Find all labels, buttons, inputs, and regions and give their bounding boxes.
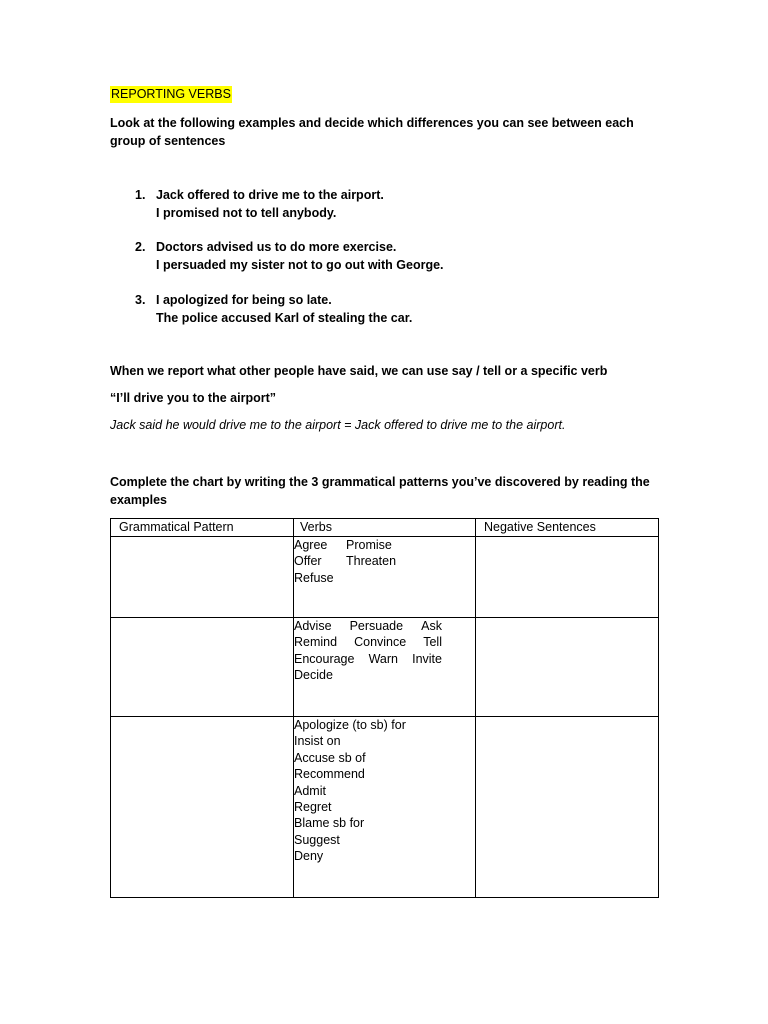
verb: Regret xyxy=(294,799,332,814)
example-sentence: Jack offered to drive me to the airport. xyxy=(156,188,384,202)
pattern-cell[interactable] xyxy=(111,717,294,898)
verb: Encourage xyxy=(294,651,355,666)
verb: Tell xyxy=(423,635,442,650)
verb: Warn xyxy=(368,651,398,666)
verb: Decide xyxy=(294,668,333,683)
verb: Suggest xyxy=(294,832,340,847)
verb: Agree xyxy=(294,538,328,552)
example-sentence: I persuaded my sister not to go out with George. xyxy=(156,258,444,272)
verb: Threaten xyxy=(346,554,397,569)
table-row xyxy=(111,537,659,618)
verb: Recommend xyxy=(294,767,365,782)
quote-example: “I’ll drive you to the airport” xyxy=(110,391,276,405)
verbs-cell xyxy=(294,618,476,717)
table-row xyxy=(111,618,659,717)
patterns-table xyxy=(110,518,659,898)
example-number: 1. xyxy=(135,188,146,202)
verb: Advise xyxy=(294,619,332,633)
verbs-cell xyxy=(294,717,476,898)
verb: Invite xyxy=(412,651,442,666)
chart-instructions: Complete the chart by writing the 3 grammatical patterns you’ve discovered by reading the examples xyxy=(110,475,650,507)
example-sentence: I promised not to tell anybody. xyxy=(156,206,337,220)
verb: Blame sb for xyxy=(294,816,365,831)
example-number: 3. xyxy=(135,293,146,307)
verb: Insist on xyxy=(294,734,341,749)
verb: Ask xyxy=(421,619,442,633)
verb: Refuse xyxy=(294,570,334,585)
negative-cell[interactable] xyxy=(476,537,659,618)
report-explanation: When we report what other people have said, we can use say / tell or a specific verb xyxy=(110,364,608,378)
header-negative-sentences: Negative Sentences xyxy=(476,519,659,537)
verb: Promise xyxy=(346,538,392,552)
pattern-cell[interactable] xyxy=(111,537,294,618)
intro-instructions: Look at the following examples and decide which differences you can see between each group of sentences xyxy=(110,116,634,148)
header-verbs: Verbs xyxy=(294,519,476,537)
negative-cell[interactable] xyxy=(476,618,659,717)
table-row xyxy=(111,717,659,898)
verb: Accuse sb of xyxy=(294,750,366,765)
header-grammatical-pattern: Grammatical Pattern xyxy=(111,519,294,537)
negative-cell[interactable] xyxy=(476,717,659,898)
example-number: 2. xyxy=(135,240,146,254)
example-sentence: The police accused Karl of stealing the car. xyxy=(156,311,413,325)
verb: Offer xyxy=(294,554,322,569)
verb: Deny xyxy=(294,849,324,864)
verb: Admit xyxy=(294,783,326,798)
verb: Convince xyxy=(354,635,407,650)
verb: Remind xyxy=(294,635,338,650)
italic-example: Jack said he would drive me to the airport = Jack offered to drive me to the airport. xyxy=(110,418,566,432)
verb: Apologize (to sb) for xyxy=(294,718,406,732)
table-header-row xyxy=(111,519,659,537)
pattern-cell[interactable] xyxy=(111,618,294,717)
example-sentence: I apologized for being so late. xyxy=(156,293,332,307)
page-title: REPORTING VERBS xyxy=(111,87,231,101)
example-sentence: Doctors advised us to do more exercise. xyxy=(156,240,397,254)
verb: Persuade xyxy=(349,619,404,633)
verbs-cell xyxy=(294,537,476,618)
